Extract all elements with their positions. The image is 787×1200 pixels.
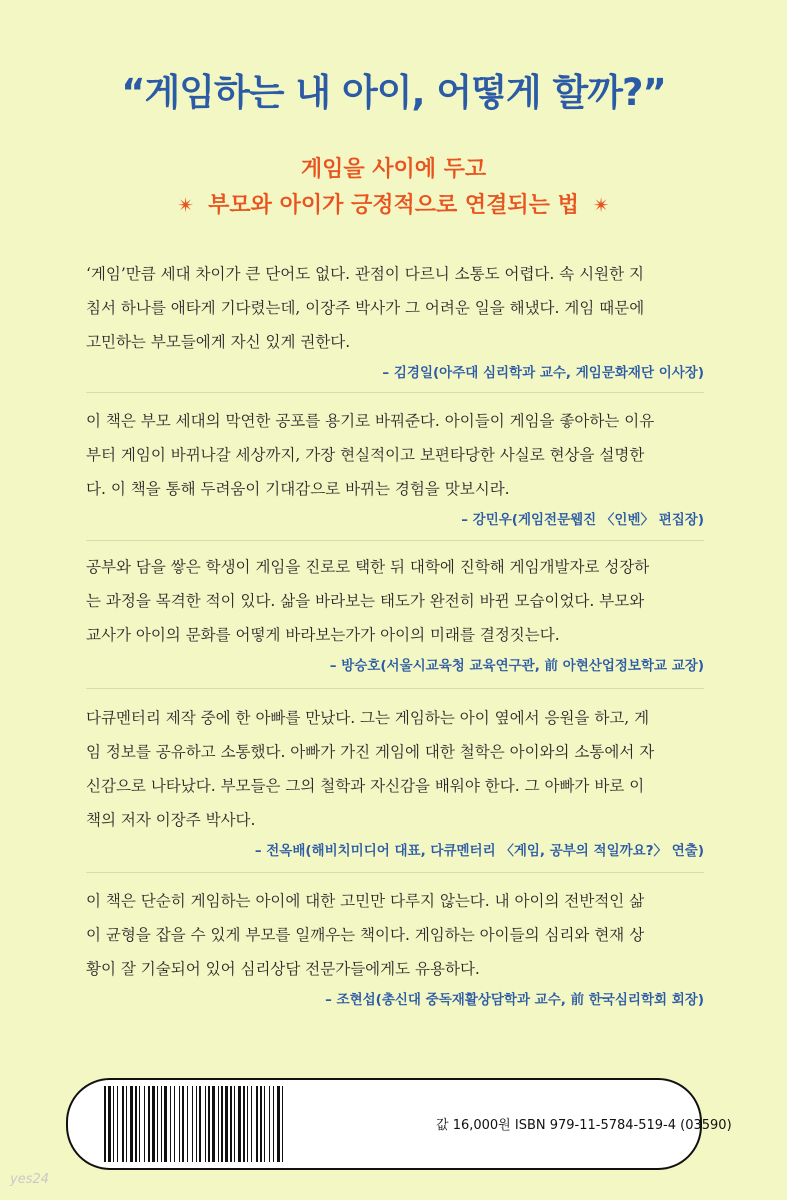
quote-line: 고민하는 부모들에게 자신 있게 권한다.	[86, 333, 351, 351]
quote-attribution: – 김경일(아주대 심리학과 교수, 게임문화재단 이사장)	[382, 365, 704, 381]
barcode-stripe	[108, 1086, 111, 1162]
quote-line: 다. 이 책을 통해 두려움이 기대감으로 바뀌는 경험을 맛보시라.	[86, 480, 510, 498]
quote-block-1	[86, 257, 704, 387]
barcode-stripe	[152, 1086, 155, 1162]
quote-line: 침서 하나를 애타게 기다렸는데, 이장주 박사가 그 어려운 일을 해냈다. 게임 때문에	[86, 299, 645, 317]
star-right-icon: ✴	[592, 193, 610, 217]
page-title: “게임하는 내 아이, 어떻게 할까?”	[121, 71, 666, 114]
barcode-stripe	[135, 1086, 137, 1162]
barcode-stripe	[264, 1086, 265, 1162]
quote-block-3	[86, 550, 704, 680]
barcode-stripe	[208, 1086, 210, 1162]
quote-divider	[86, 392, 704, 393]
barcode-stripe	[148, 1086, 150, 1162]
barcode-stripe	[238, 1086, 241, 1162]
barcode-stripe	[130, 1086, 133, 1162]
barcode-stripe	[243, 1086, 245, 1162]
barcode-stripe	[247, 1086, 248, 1162]
barcode-stripe	[199, 1086, 201, 1162]
subtitle-line-1: 게임을 사이에 두고	[300, 157, 487, 182]
quote-attribution: – 방승호(서울시교육청 교육연구관, 前 아현산업정보학교 교장)	[329, 658, 704, 674]
quote-line: 교사가 아이의 문화를 어떻게 바라보는가가 아이의 미래를 결정짓는다.	[86, 626, 560, 644]
barcode-stripe	[230, 1086, 232, 1162]
barcode-stripe	[256, 1086, 258, 1162]
barcode-stripe	[260, 1086, 262, 1162]
price-isbn-text: 값 16,000원 ISBN 979-11-5784-519-4 (03590)	[436, 1118, 732, 1133]
barcode-stripe	[161, 1086, 162, 1162]
quote-divider	[86, 688, 704, 689]
barcode-stripe	[282, 1086, 283, 1162]
quote-line: 이 책은 단순히 게임하는 아이에 대한 고민만 다루지 않는다. 내 아이의 전반적인 삶	[86, 892, 645, 910]
barcode-stripe	[205, 1086, 206, 1162]
barcode-stripe	[187, 1086, 188, 1162]
barcode-stripe	[144, 1086, 145, 1162]
quote-line: 부터 게임이 바뀌나갈 세상까지, 가장 현실적이고 보편타당한 사실로 현상을 설명한	[86, 446, 645, 464]
barcode-stripe	[251, 1086, 252, 1162]
quote-line: 다큐멘터리 제작 중에 한 아빠를 만났다. 그는 게임하는 아이 옆에서 응원을 하고, 게	[86, 709, 650, 727]
barcode-stripe	[196, 1086, 197, 1162]
barcode-panel	[66, 1078, 732, 1170]
barcode-stripe	[277, 1086, 280, 1162]
barcode-stripe	[192, 1086, 193, 1162]
quote-line: 책의 저자 이장주 박사다.	[86, 811, 256, 829]
quote-block-4	[86, 701, 704, 865]
quote-attribution: – 전옥배(해비치미디어 대표, 다큐멘터리 〈게임, 공부의 적일까요?〉 연출)	[254, 843, 704, 859]
quote-line: 이 균형을 잡을 수 있게 부모를 일깨우는 책이다. 게임하는 아이들의 심리와 현재 상	[86, 926, 645, 944]
quote-line: 신감으로 나타났다. 부모들은 그의 철학과 자신감을 배워야 한다. 그 아빠가 바로 이	[86, 777, 645, 795]
barcode-stripe	[221, 1086, 223, 1162]
barcode-stripe	[122, 1086, 124, 1162]
watermark-logo: yes24	[10, 1172, 50, 1187]
quote-line: 는 과정을 목격한 적이 있다. 삶을 바라보는 태도가 완전히 바뀐 모습이었다. 부모와	[86, 592, 645, 610]
quote-line: 임 정보를 공유하고 소통했다. 아빠가 가진 게임에 대한 철학은 아이와의 소통에서 자	[86, 743, 655, 761]
quote-divider	[86, 540, 704, 541]
barcode-stripe	[117, 1086, 118, 1162]
quote-divider	[86, 872, 704, 873]
subtitle-line-2-text: 부모와 아이가 긍정적으로 연결되는 법	[208, 193, 579, 218]
barcode-stripe	[139, 1086, 140, 1162]
quote-line: 공부와 담을 쌓은 학생이 게임을 진로로 택한 뒤 대학에 진학해 게임개발자로 성장하	[86, 558, 650, 576]
barcode-stripe	[218, 1086, 219, 1162]
barcode-stripe	[104, 1086, 106, 1162]
quote-line: 이 책은 부모 세대의 막연한 공포를 용기로 바꿔준다. 아이들이 게임을 좋아하는 이유	[86, 412, 655, 430]
quote-block-5	[86, 884, 704, 1014]
barcode-stripe	[179, 1086, 180, 1162]
quote-attribution: – 강민우(게임전문웹진 〈인벤〉 편집장)	[461, 512, 704, 528]
barcode-stripe	[174, 1086, 175, 1162]
barcode-stripe	[126, 1086, 127, 1162]
star-left-icon: ✴	[177, 193, 195, 217]
quote-block-2	[86, 404, 704, 534]
quote-line: 황이 잘 기술되어 있어 심리상담 전문가들에게도 유용하다.	[86, 960, 480, 978]
barcode-stripe	[113, 1086, 114, 1162]
barcode-stripe	[234, 1086, 235, 1162]
quote-line: ‘게임’만큼 세대 차이가 큰 단어도 없다. 관점이 다르니 소통도 어렵다. 속 시원한 지	[86, 265, 644, 283]
barcode-stripe	[164, 1086, 167, 1162]
barcode-stripe	[170, 1086, 171, 1162]
barcode-icon	[104, 1086, 404, 1162]
barcode-stripe	[212, 1086, 215, 1162]
quote-attribution: – 조현섭(총신대 중독재활상담학과 교수, 前 한국심리학회 회장)	[325, 992, 704, 1008]
barcode-stripe	[225, 1086, 228, 1162]
barcode-stripe	[182, 1086, 184, 1162]
barcode-stripe	[269, 1086, 270, 1162]
subtitle-line-2	[0, 188, 787, 219]
barcode-stripe	[157, 1086, 158, 1162]
barcode-stripe	[273, 1086, 274, 1162]
